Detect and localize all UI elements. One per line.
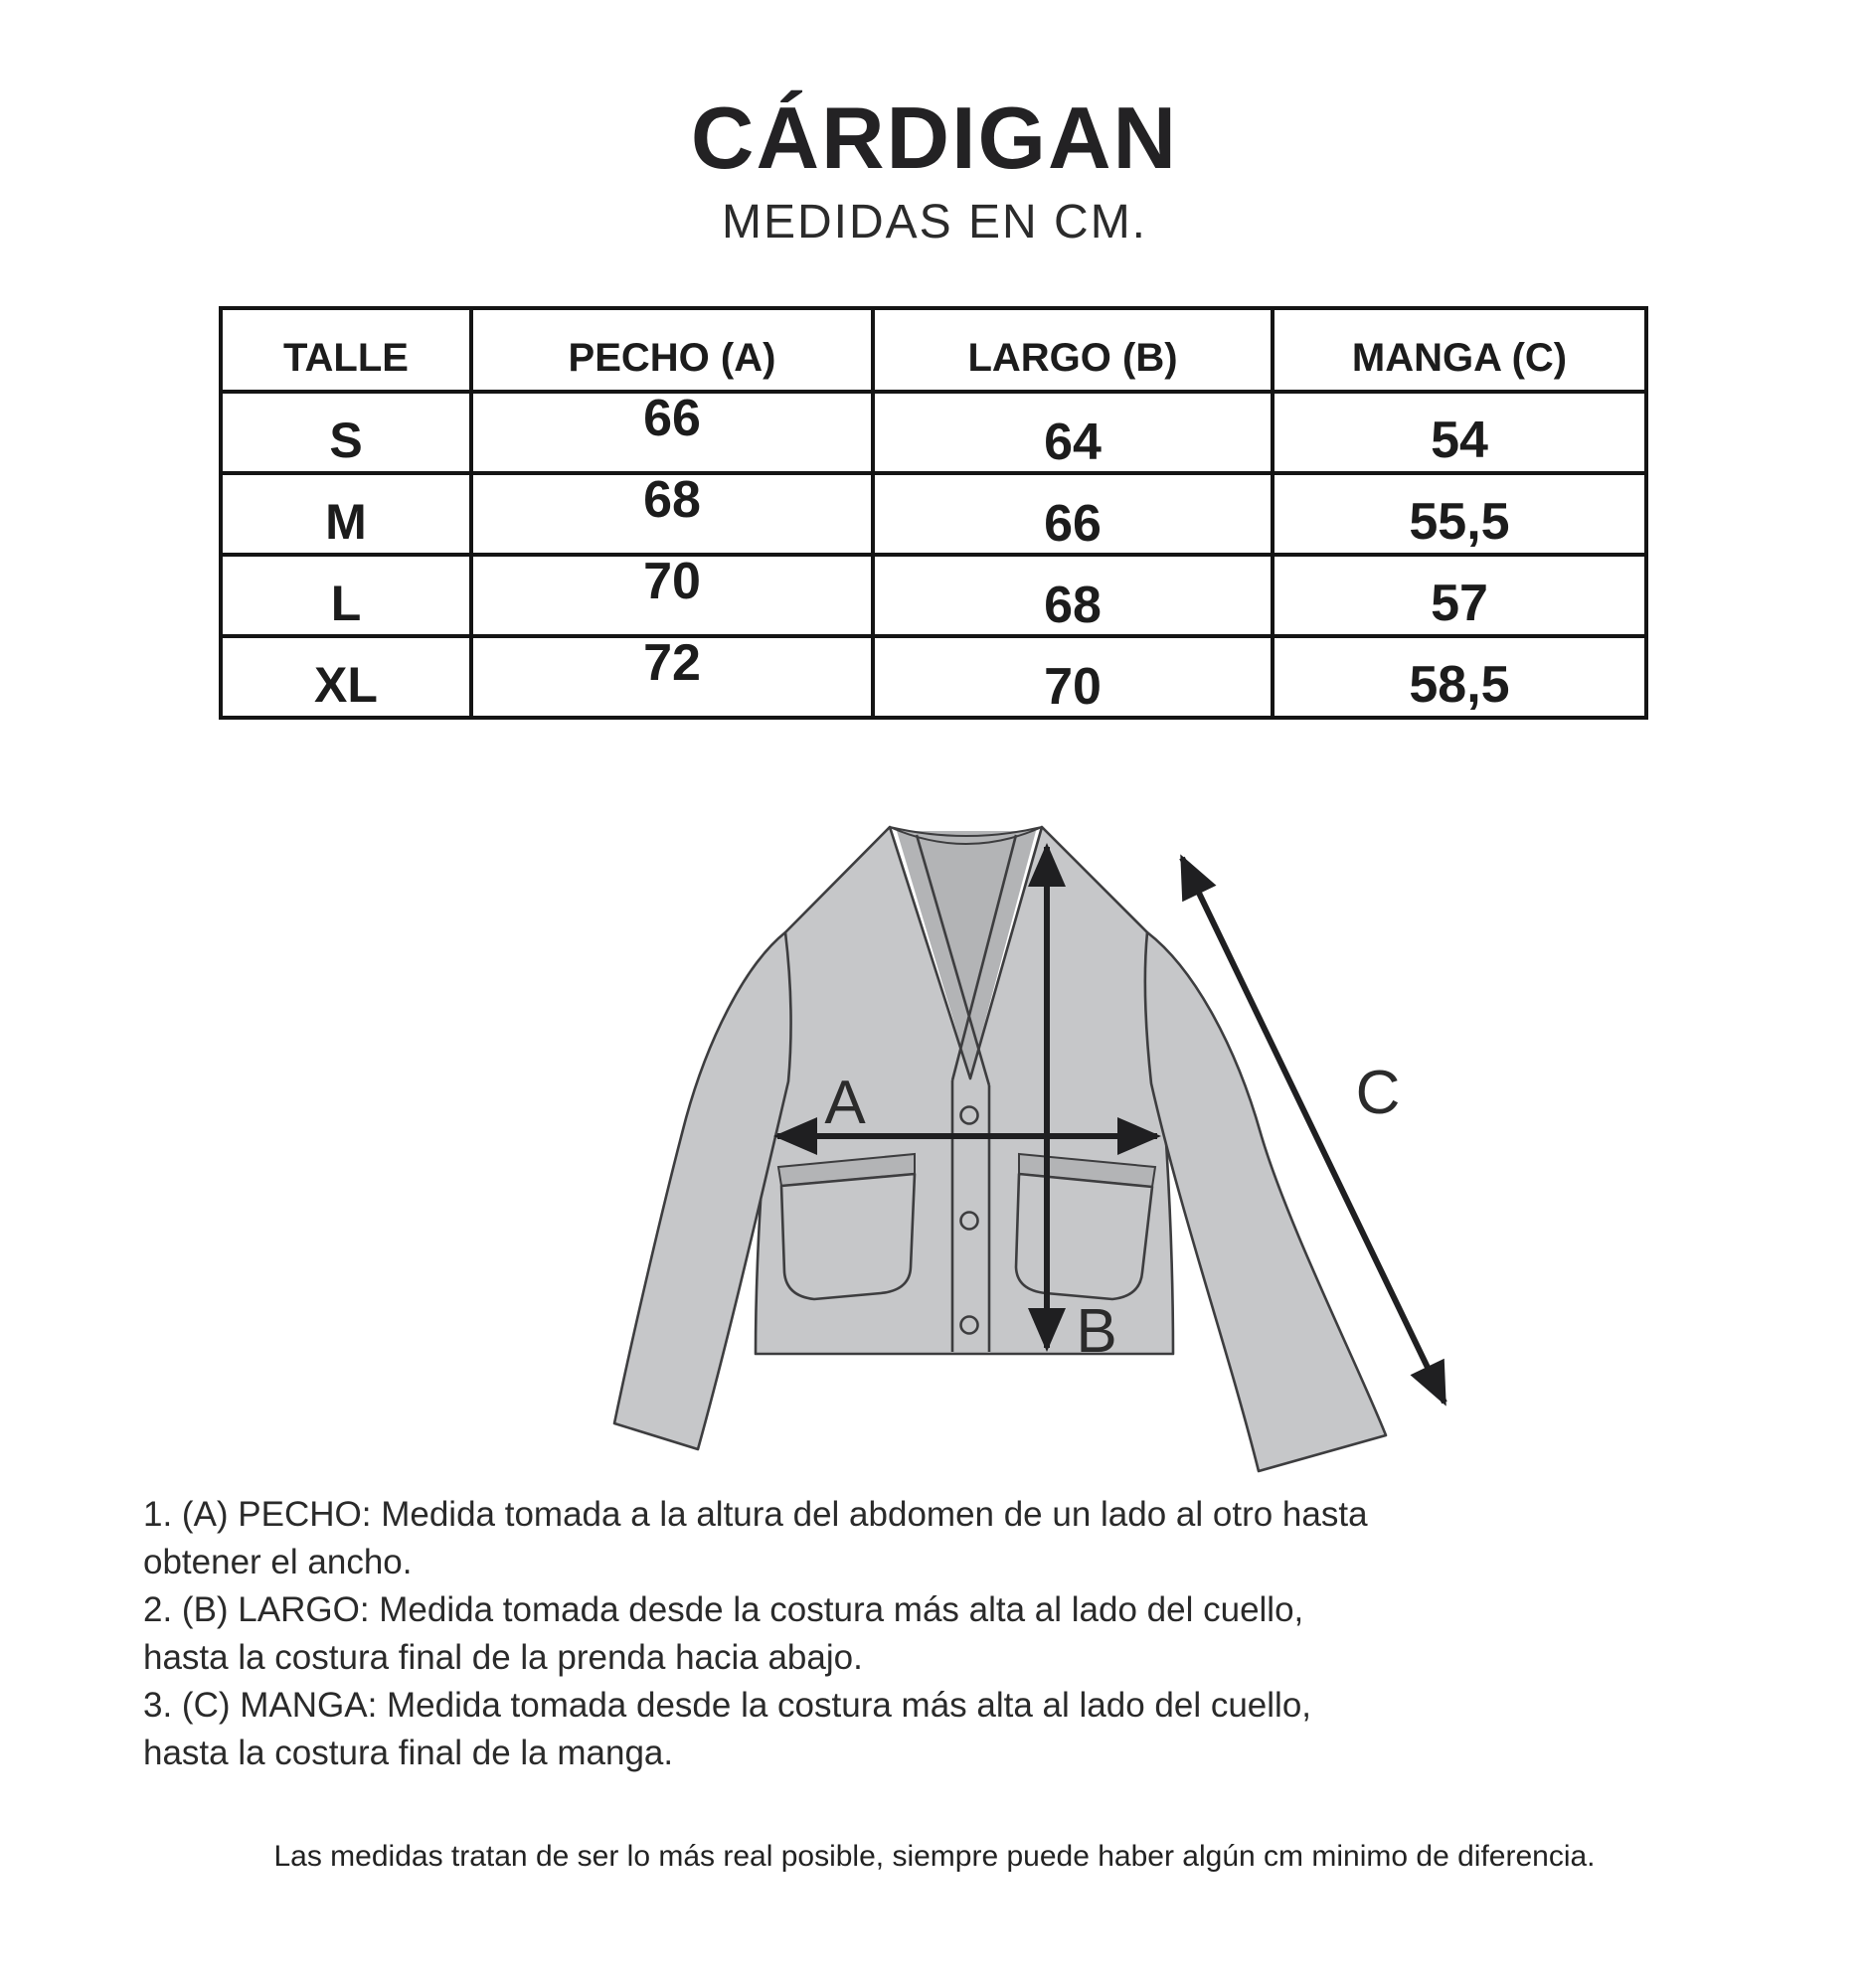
table-row: [221, 392, 1646, 473]
column-header-pecho: PECHO (A): [471, 308, 873, 392]
column-header-talle: TALLE: [221, 308, 471, 392]
cell-talle: M: [221, 473, 471, 555]
size-table: [219, 306, 1648, 720]
disclaimer-note: Las medidas tratan de ser lo más real posible, siempre puede haber algún cm minimo de diferencia.: [273, 1840, 1596, 1873]
column-header-largo: LARGO (B): [873, 308, 1273, 392]
cell-manga: 57: [1273, 555, 1646, 636]
table-row: [221, 555, 1646, 636]
right-pocket: [1016, 1174, 1152, 1299]
button-bottom: [961, 1317, 978, 1334]
cell-manga: 58,5: [1273, 636, 1646, 718]
button-middle: [961, 1213, 978, 1230]
note-line: hasta la costura final de la prenda hacia abajo.: [143, 1638, 863, 1677]
cell-largo: 70: [873, 636, 1273, 718]
cell-pecho: 72: [471, 636, 873, 718]
cell-pecho: 68: [471, 473, 873, 555]
cell-manga: 54: [1273, 392, 1646, 473]
table-row: [221, 636, 1646, 718]
sleeve-label: C: [1355, 1059, 1401, 1127]
cardigan-measurement-diagram: [557, 785, 1511, 1501]
cell-largo: 68: [873, 555, 1273, 636]
note-line: 3. (C) MANGA: Medida tomada desde la costura más alta al lado del cuello,: [143, 1686, 1312, 1725]
cell-pecho: 70: [471, 555, 873, 636]
cell-talle: XL: [221, 636, 471, 718]
page-subtitle: MEDIDAS EN CM.: [721, 196, 1148, 248]
cell-largo: 64: [873, 392, 1273, 473]
note-line: 1. (A) PECHO: Medida tomada a la altura del abdomen de un lado al otro hasta: [143, 1495, 1368, 1534]
length-label: B: [1076, 1297, 1117, 1366]
left-pocket: [781, 1174, 915, 1299]
cell-largo: 66: [873, 473, 1273, 555]
table-row: [221, 473, 1646, 555]
cell-talle: L: [221, 555, 471, 636]
column-header-manga: MANGA (C): [1273, 308, 1646, 392]
cell-manga: 55,5: [1273, 473, 1646, 555]
note-line: 2. (B) LARGO: Medida tomada desde la costura más alta al lado del cuello,: [143, 1590, 1304, 1629]
measurement-notes: [143, 1491, 1774, 1777]
button-top: [961, 1107, 978, 1124]
cell-talle: S: [221, 392, 471, 473]
note-line: obtener el ancho.: [143, 1543, 413, 1581]
size-table-header: [221, 308, 1646, 392]
page-title: CÁRDIGAN: [690, 88, 1179, 187]
note-line: hasta la costura final de la manga.: [143, 1734, 674, 1772]
chest-label: A: [824, 1069, 866, 1137]
cell-pecho: 66: [471, 392, 873, 473]
